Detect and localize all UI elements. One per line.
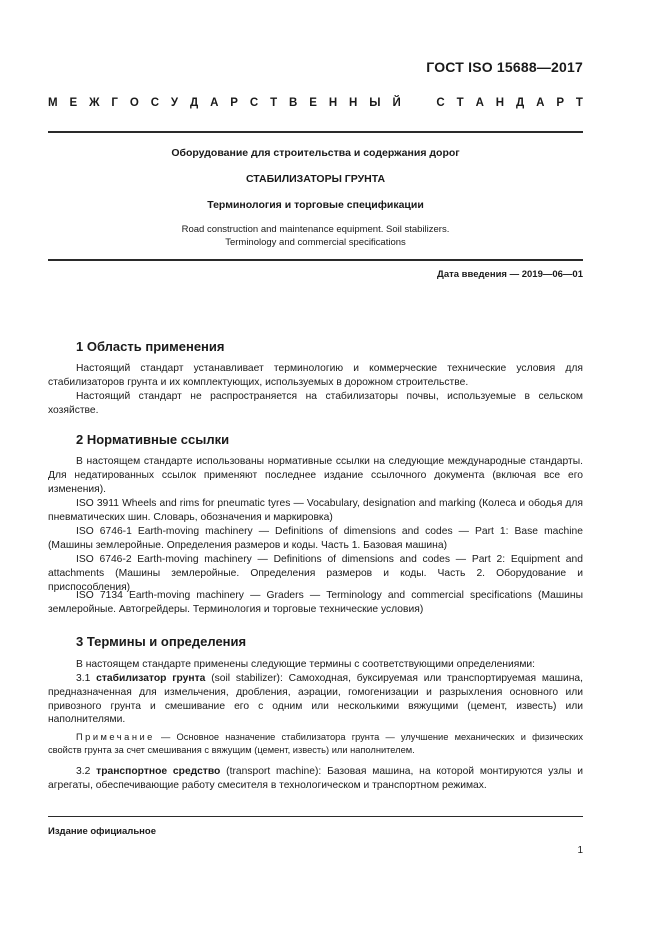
interstate-letter: Г [111, 97, 118, 109]
interstate-letter: Д [516, 97, 525, 109]
interstate-letter: О [129, 97, 139, 109]
footer-rule [48, 816, 583, 817]
term-3-1-number: 3.1 [76, 673, 91, 684]
term-3-2-term: транспортное средство [96, 766, 221, 777]
title-rule [48, 259, 583, 261]
term-3-1-definition: (soil stabilizer): Самоходная, буксируемая или транспортируемая машина, предназначенная для измельчения, дробления, аэрации, гомогенизации и разрыхления основного или привозного грунта и смешивание его с одним или несколькими вяжущими (цемент, известь) или наполнителями. [48, 673, 583, 726]
interstate-letter: Н [495, 97, 505, 109]
page-number: 1 [577, 845, 583, 856]
interstate-letter: Т [456, 97, 464, 109]
note-3-1 [48, 731, 583, 757]
interstate-letter: Р [230, 97, 238, 109]
interstate-letter: Т [270, 97, 278, 109]
term-3-2-number: 3.2 [76, 766, 91, 777]
interstate-letter: Ы [369, 97, 381, 109]
official-edition-label: Издание официальное [48, 826, 156, 837]
interstate-letter: С [150, 97, 159, 109]
section-1-paragraph-2: Настоящий стандарт не распространяется на стабилизаторы почвы, используемые в сельском хозяйстве. [48, 391, 583, 416]
interstate-letter: М [48, 97, 58, 109]
section-2-reference-4: ISO 7134 Earth-moving machinery — Graders — Terminology and commercial specifications (Машины землеройные. Автогрейдеры. Терминология и торговые технические условия) [48, 590, 583, 615]
title-subtitle: Терминология и торговые спецификации [207, 199, 424, 211]
interstate-letter: Ж [89, 97, 100, 109]
term-3-1 [48, 672, 583, 727]
interstate-letter: Н [349, 97, 358, 109]
interstate-letter: А [536, 97, 545, 109]
title-english-line1: Road construction and maintenance equipment. Soil stabilizers. [181, 224, 450, 235]
title-english [48, 223, 583, 249]
interstate-letter: А [210, 97, 219, 109]
section-3-paragraph-1: В настоящем стандарте применены следующие термины с соответствующими определениями: [76, 659, 536, 670]
header-rule [48, 131, 583, 133]
interstate-letter: С [436, 97, 445, 109]
section-2-reference-1: ISO 3911 Wheels and rims for pneumatic tyres — Vocabulary, designation and marking (Колеса и ободья для пневматических шин. Словарь, обозначения и маркировка) [48, 498, 583, 523]
interstate-letter: Е [69, 97, 78, 109]
interstate-letter: Д [189, 97, 199, 109]
interstate-letter: Т [575, 97, 583, 109]
section-2-reference-2: ISO 6746-1 Earth-moving machinery — Definitions of dimensions and codes — Part 1: Base machine (Машины землеройные. Определения размеров и коды. Часть 1. Базовая машина) [48, 526, 583, 551]
interstate-letter: У [170, 97, 179, 109]
section-1-heading: 1 Область применения [76, 339, 225, 354]
title-english-line2: Terminology and commercial specifications [225, 237, 406, 248]
interstate-letter: Р [556, 97, 565, 109]
interstate-letter: А [475, 97, 484, 109]
note-label: Примечание [76, 732, 155, 742]
section-2-reference-3: ISO 6746-2 Earth-moving machinery — Definitions of dimensions and codes — Part 2: Equipment and attachments (Машины землеройные. Определения размеров и коды. Часть 2. Оборудование и приспособления) [48, 554, 583, 593]
term-3-1-term: стабилизатор грунта [96, 673, 206, 684]
interstate-letter: Й [392, 97, 401, 109]
section-3-heading: 3 Термины и определения [76, 634, 247, 649]
interstate-standard-banner [48, 97, 583, 109]
section-2-paragraph-1: В настоящем стандарте использованы нормативные ссылки на следующие международные стандарты. Для недатированных ссылок применяют последнее издание ссылочного документа (включая все его изменения). [48, 456, 583, 495]
standard-number: ГОСТ ISO 15688—2017 [426, 59, 583, 75]
note-text: — Основное назначение стабилизатора грунта — улучшение механических и физических свойств грунта за счет смешивания с вяжущим (цемент, известь) или наполнителем. [48, 732, 583, 756]
interstate-letter: Н [328, 97, 338, 109]
interstate-letter: Е [309, 97, 317, 109]
interstate-letter: С [249, 97, 259, 109]
term-3-2 [48, 765, 583, 793]
section-1-paragraph-1: Настоящий стандарт устанавливает терминологию и коммерческие технические условия для стабилизаторов грунта и их комплектующих, используемых в дорожном строительстве. [48, 363, 583, 388]
title-caps: СТАБИЛИЗАТОРЫ ГРУНТА [245, 173, 386, 185]
section-2-heading: 2 Нормативные ссылки [76, 432, 230, 447]
introduction-date: Дата введения — 2019—06—01 [437, 269, 583, 280]
term-3-2-definition: (transport machine): Базовая машина, на которой монтируются узлы и агрегаты, обеспечивающие работу смесителя в технологическом и транспортном режимах. [48, 766, 583, 791]
interstate-letter: В [289, 97, 298, 109]
title-main: Оборудование для строительства и содержания дорог [171, 147, 460, 159]
